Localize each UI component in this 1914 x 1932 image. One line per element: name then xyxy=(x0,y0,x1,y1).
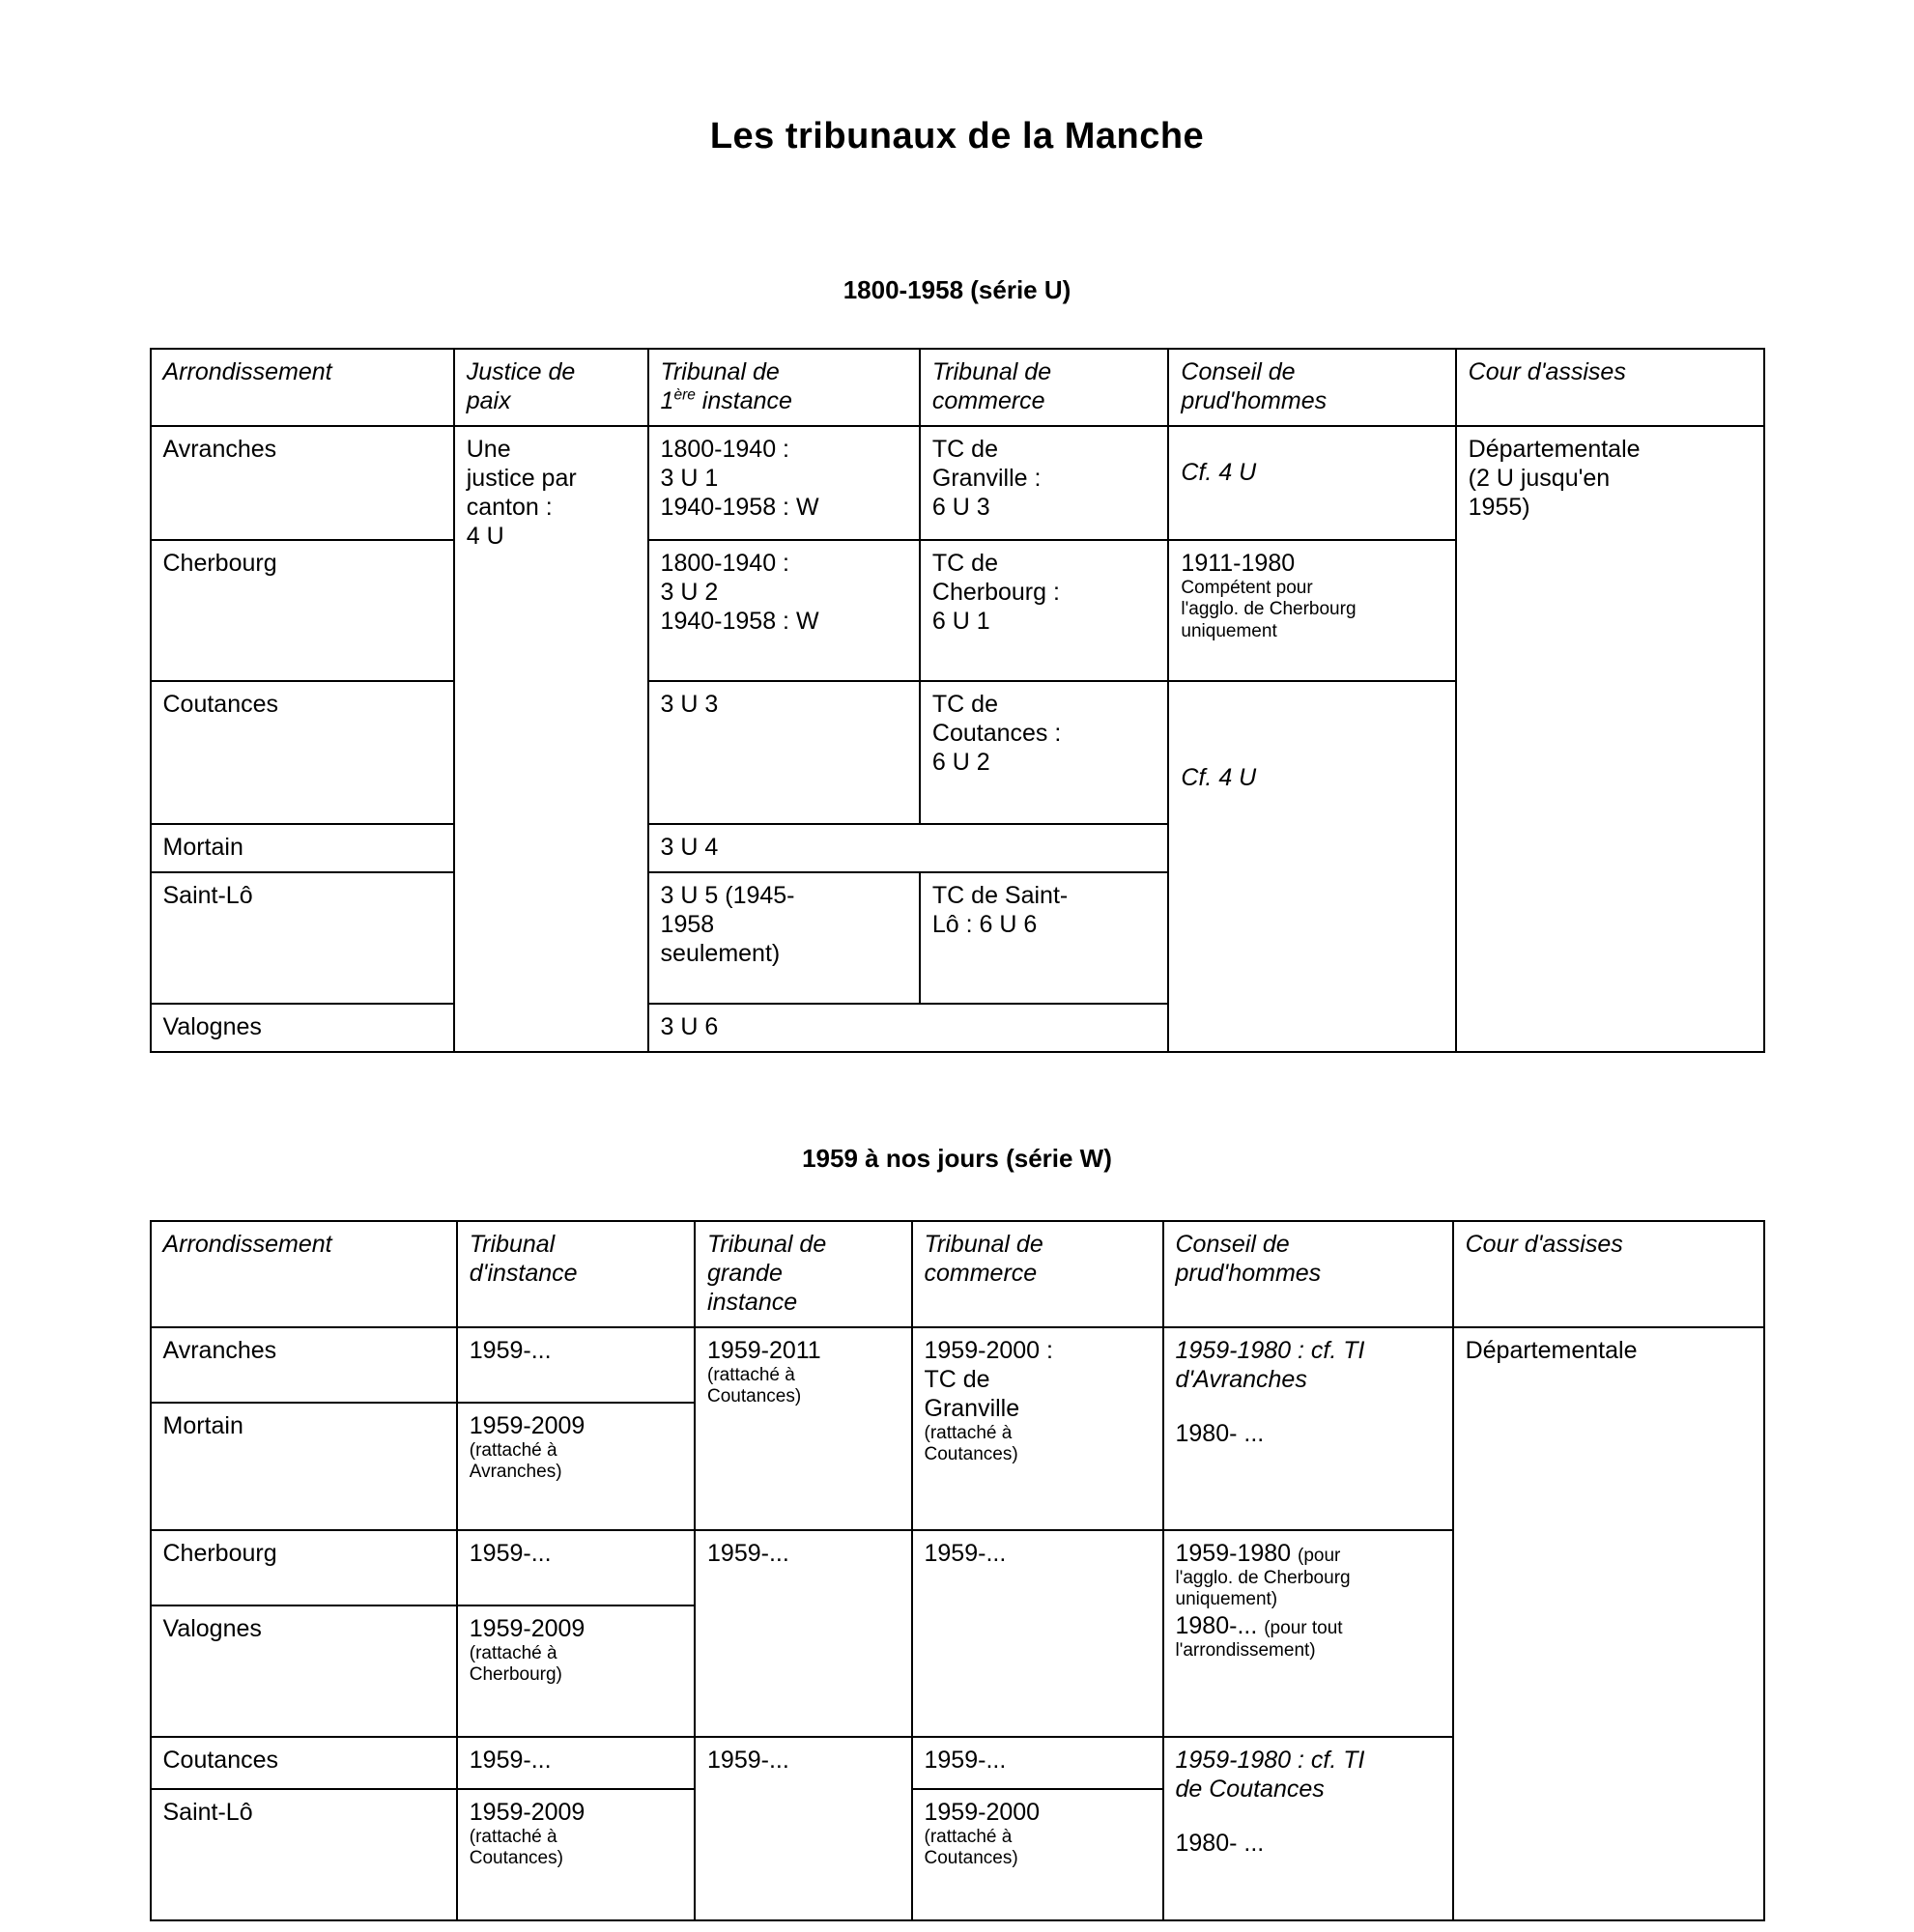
header-tribunal-commerce xyxy=(920,349,1169,426)
header-tribunal-instance xyxy=(457,1221,695,1327)
spacer xyxy=(1176,1804,1443,1829)
header-line-2: paix xyxy=(466,387,511,414)
text-line-4 xyxy=(1176,1611,1443,1640)
cell-arrondissement-cherbourg: Cherbourg xyxy=(151,1530,457,1605)
text-line-3: 1955) xyxy=(1468,494,1530,521)
text-line-1: Départementale xyxy=(1468,436,1641,463)
header-conseil-prudhommes xyxy=(1168,349,1455,426)
cell-arrondissement-coutances: Coutances xyxy=(151,681,454,824)
cell-justice-de-paix xyxy=(454,426,648,1052)
cell-tgi-group1 xyxy=(695,1327,911,1530)
cell-arrondissement-avranches: Avranches xyxy=(151,1327,457,1403)
cell-tc-coutances xyxy=(920,681,1169,824)
text-line-2: (2 U jusqu'en xyxy=(1468,465,1611,492)
text-line-3: seulement) xyxy=(660,940,781,967)
text-line-2: (rattaché à xyxy=(707,1365,795,1385)
text-line-1: TC de xyxy=(931,691,998,718)
cell-tc-group1 xyxy=(912,1327,1163,1530)
text-line-1: 1959-2009 xyxy=(469,1799,586,1826)
header-tribunal-grande-instance xyxy=(695,1221,911,1327)
cell-arrondissement-avranches: Avranches xyxy=(151,426,454,540)
ordinal-rest: instance xyxy=(695,387,792,414)
text-line-1: TC de Saint- xyxy=(931,882,1069,909)
header-arrondissement: Arrondissement xyxy=(151,349,454,426)
text-line-3: canton : xyxy=(466,494,553,521)
text-line-2: (rattaché à xyxy=(469,1827,557,1847)
cell-cp-group2 xyxy=(1163,1530,1453,1737)
text-line-3: uniquement) xyxy=(1175,1589,1278,1610)
text-line-3: 6 U 2 xyxy=(931,749,990,776)
text-line-1: TC de xyxy=(931,550,998,577)
cell-ti-cherbourg: 1959-... xyxy=(457,1530,695,1605)
cell-ti-mortain xyxy=(457,1403,695,1530)
cell-arrondissement-saintlo: Saint-Lô xyxy=(151,1789,457,1920)
text-line-4: 4 U xyxy=(466,523,504,550)
cell-cp-coutances-group: Cf. 4 U xyxy=(1168,681,1455,1052)
table-row xyxy=(151,426,1764,540)
text-line-1: 1959-2000 xyxy=(924,1799,1041,1826)
text-line-2: (rattaché à xyxy=(924,1827,1013,1847)
header-line-1: Tribunal de xyxy=(924,1231,1043,1258)
text-line-1: 1800-1940 : xyxy=(660,436,789,463)
text-line-1: 1800-1940 : xyxy=(660,550,789,577)
header-line-1: Tribunal de xyxy=(660,358,780,385)
text-line-2: de Coutances xyxy=(1175,1776,1325,1803)
text-line-1: 1959-1980 : cf. TI xyxy=(1175,1337,1365,1364)
header-line-2: commerce xyxy=(931,387,1045,414)
cell-arrondissement-cherbourg: Cherbourg xyxy=(151,540,454,681)
cell-arrondissement-valognes: Valognes xyxy=(151,1605,457,1737)
cell-arrondissement-mortain: Mortain xyxy=(151,1403,457,1530)
header-line-1: Tribunal de xyxy=(931,358,1052,385)
text-line-2: Coutances : xyxy=(931,720,1062,747)
text-line-3: Coutances) xyxy=(924,1848,1018,1869)
header-justice-de-paix xyxy=(454,349,648,426)
text-line-1: 1959-2009 xyxy=(469,1615,586,1642)
header-line-1: Tribunal de xyxy=(707,1231,827,1258)
header-arrondissement: Arrondissement xyxy=(151,1221,457,1327)
text-line-3: 1980- ... xyxy=(1175,1420,1265,1447)
cell-tc-group2: 1959-... xyxy=(912,1530,1163,1737)
ordinal-number: 1 xyxy=(660,387,674,414)
table-row xyxy=(151,1327,1764,1403)
text-line-2: Granville : xyxy=(931,465,1042,492)
text-line-2: 1958 xyxy=(660,911,715,938)
header-line-2: commerce xyxy=(924,1260,1038,1287)
text-line-2: 3 U 1 xyxy=(660,465,719,492)
cell-arrondissement-valognes: Valognes xyxy=(151,1004,454,1052)
cell-tc-coutances: 1959-... xyxy=(912,1737,1163,1789)
text-line-4: uniquement xyxy=(1181,620,1277,641)
spacer xyxy=(1176,1394,1443,1419)
header-line-3: instance xyxy=(707,1289,798,1316)
text-line-1: 1959-1980 : cf. TI xyxy=(1175,1747,1365,1774)
table-serie-w xyxy=(150,1220,1765,1921)
table-serie-u xyxy=(150,348,1765,1053)
text-line-3: 1980- ... xyxy=(1175,1830,1265,1857)
text-line-2: 3 U 2 xyxy=(660,579,719,606)
cell-span-mortain: 3 U 4 xyxy=(648,824,1169,872)
cell-cp-group1 xyxy=(1163,1327,1453,1530)
text-line-5: l'arrondissement) xyxy=(1175,1639,1316,1661)
cell-arrondissement-mortain: Mortain xyxy=(151,824,454,872)
text-line-3: 1940-1958 : W xyxy=(660,608,819,635)
header-line-2: prud'hommes xyxy=(1175,1260,1322,1287)
header-line-2: d'instance xyxy=(469,1260,578,1287)
header-line-1: Conseil de xyxy=(1175,1231,1290,1258)
cell-ti-coutances: 3 U 3 xyxy=(648,681,920,824)
text-line-1: TC de xyxy=(931,436,998,463)
period-text: 1980-... xyxy=(1175,1611,1258,1639)
text-line-3: Avranches) xyxy=(469,1462,562,1483)
text-line-3: l'agglo. de Cherbourg xyxy=(1181,599,1357,620)
cell-span-valognes: 3 U 6 xyxy=(648,1004,1169,1052)
section-heading-serie-u: 1800-1958 (série U) xyxy=(843,275,1071,304)
text-line-3: Cherbourg) xyxy=(469,1664,562,1686)
cell-tgi-group2: 1959-... xyxy=(695,1530,911,1737)
cell-tgi-group3: 1959-... xyxy=(695,1737,911,1920)
header-cour-assises: Cour d'assises xyxy=(1453,1221,1764,1327)
section-heading-serie-w: 1959 à nos jours (série W) xyxy=(802,1144,1112,1173)
text-line-1 xyxy=(1176,1539,1443,1568)
page-title: Les tribunaux de la Manche xyxy=(709,116,1205,156)
ordinal-suffix: ère xyxy=(673,386,696,404)
header-tribunal-commerce xyxy=(912,1221,1163,1327)
cell-cp-cherbourg xyxy=(1168,540,1455,681)
cell-arrondissement-coutances: Coutances xyxy=(151,1737,457,1789)
text-line-1: 1959-2011 xyxy=(707,1337,821,1364)
cell-ti-saintlo xyxy=(457,1789,695,1920)
header-line-2: prud'hommes xyxy=(1181,387,1328,414)
header-line-2 xyxy=(661,386,909,415)
cell-tc-avranches xyxy=(920,426,1169,540)
text-line-2: Cherbourg : xyxy=(931,579,1060,606)
cell-ti-cherbourg xyxy=(648,540,920,681)
cell-tc-saintlo xyxy=(920,872,1169,1004)
text-line-2: justice par xyxy=(466,465,577,492)
text-line-1: 1959-2000 : xyxy=(924,1337,1053,1364)
text-line-1: Une xyxy=(466,436,511,463)
header-line-2: grande xyxy=(707,1260,783,1287)
header-tribunal-premiere-instance xyxy=(648,349,920,426)
text-line-2: (rattaché à xyxy=(469,1643,557,1663)
text-line-3: Coutances) xyxy=(469,1848,563,1869)
cell-ti-avranches xyxy=(648,426,920,540)
text-line-3: Granville xyxy=(924,1395,1020,1422)
header-line-1: Justice de xyxy=(466,358,576,385)
table-header-row xyxy=(151,1221,1764,1327)
header-conseil-prudhommes xyxy=(1163,1221,1453,1327)
text-line-2: (rattaché à xyxy=(469,1440,557,1461)
cell-cp-group3 xyxy=(1163,1737,1453,1920)
cell-ti-valognes xyxy=(457,1605,695,1737)
header-cour-assises: Cour d'assises xyxy=(1456,349,1764,426)
text-line-5: Coutances) xyxy=(924,1444,1018,1465)
text-line-1: 3 U 5 (1945- xyxy=(660,882,795,909)
cell-ti-avranches: 1959-... xyxy=(457,1327,695,1403)
text-line-2: l'agglo. de Cherbourg xyxy=(1175,1568,1351,1588)
cell-tc-cherbourg xyxy=(920,540,1169,681)
text-line-2: d'Avranches xyxy=(1175,1366,1307,1393)
text-line-3: 1940-1958 : W xyxy=(660,494,819,521)
text-line-2: TC de xyxy=(924,1366,990,1393)
cell-cour-assises xyxy=(1456,426,1764,1052)
text-line-3: 6 U 1 xyxy=(931,608,990,635)
text-line-2: Compétent pour xyxy=(1181,578,1313,598)
note-text: (pour tout xyxy=(1264,1617,1343,1638)
text-line-4: (rattaché à xyxy=(924,1423,1013,1443)
header-line-1: Conseil de xyxy=(1181,358,1296,385)
period-text: 1959-1980 xyxy=(1175,1540,1292,1567)
cell-cour-assises: Départementale xyxy=(1453,1327,1764,1920)
cell-ti-coutances: 1959-... xyxy=(457,1737,695,1789)
text-line-3: 6 U 3 xyxy=(931,494,990,521)
note-text: (pour xyxy=(1298,1546,1341,1566)
cell-tc-saintlo xyxy=(912,1789,1163,1920)
table-header-row xyxy=(151,349,1764,426)
cell-ti-saintlo xyxy=(648,872,920,1004)
cell-arrondissement-saintlo: Saint-Lô xyxy=(151,872,454,1004)
text-line-3: Coutances) xyxy=(707,1386,802,1407)
cell-cp-avranches: Cf. 4 U xyxy=(1168,426,1455,540)
header-line-1: Tribunal xyxy=(469,1231,556,1258)
text-line-1: 1911-1980 xyxy=(1181,550,1296,577)
text-line-1: 1959-2009 xyxy=(469,1412,586,1439)
text-line-2: Lô : 6 U 6 xyxy=(931,911,1038,938)
